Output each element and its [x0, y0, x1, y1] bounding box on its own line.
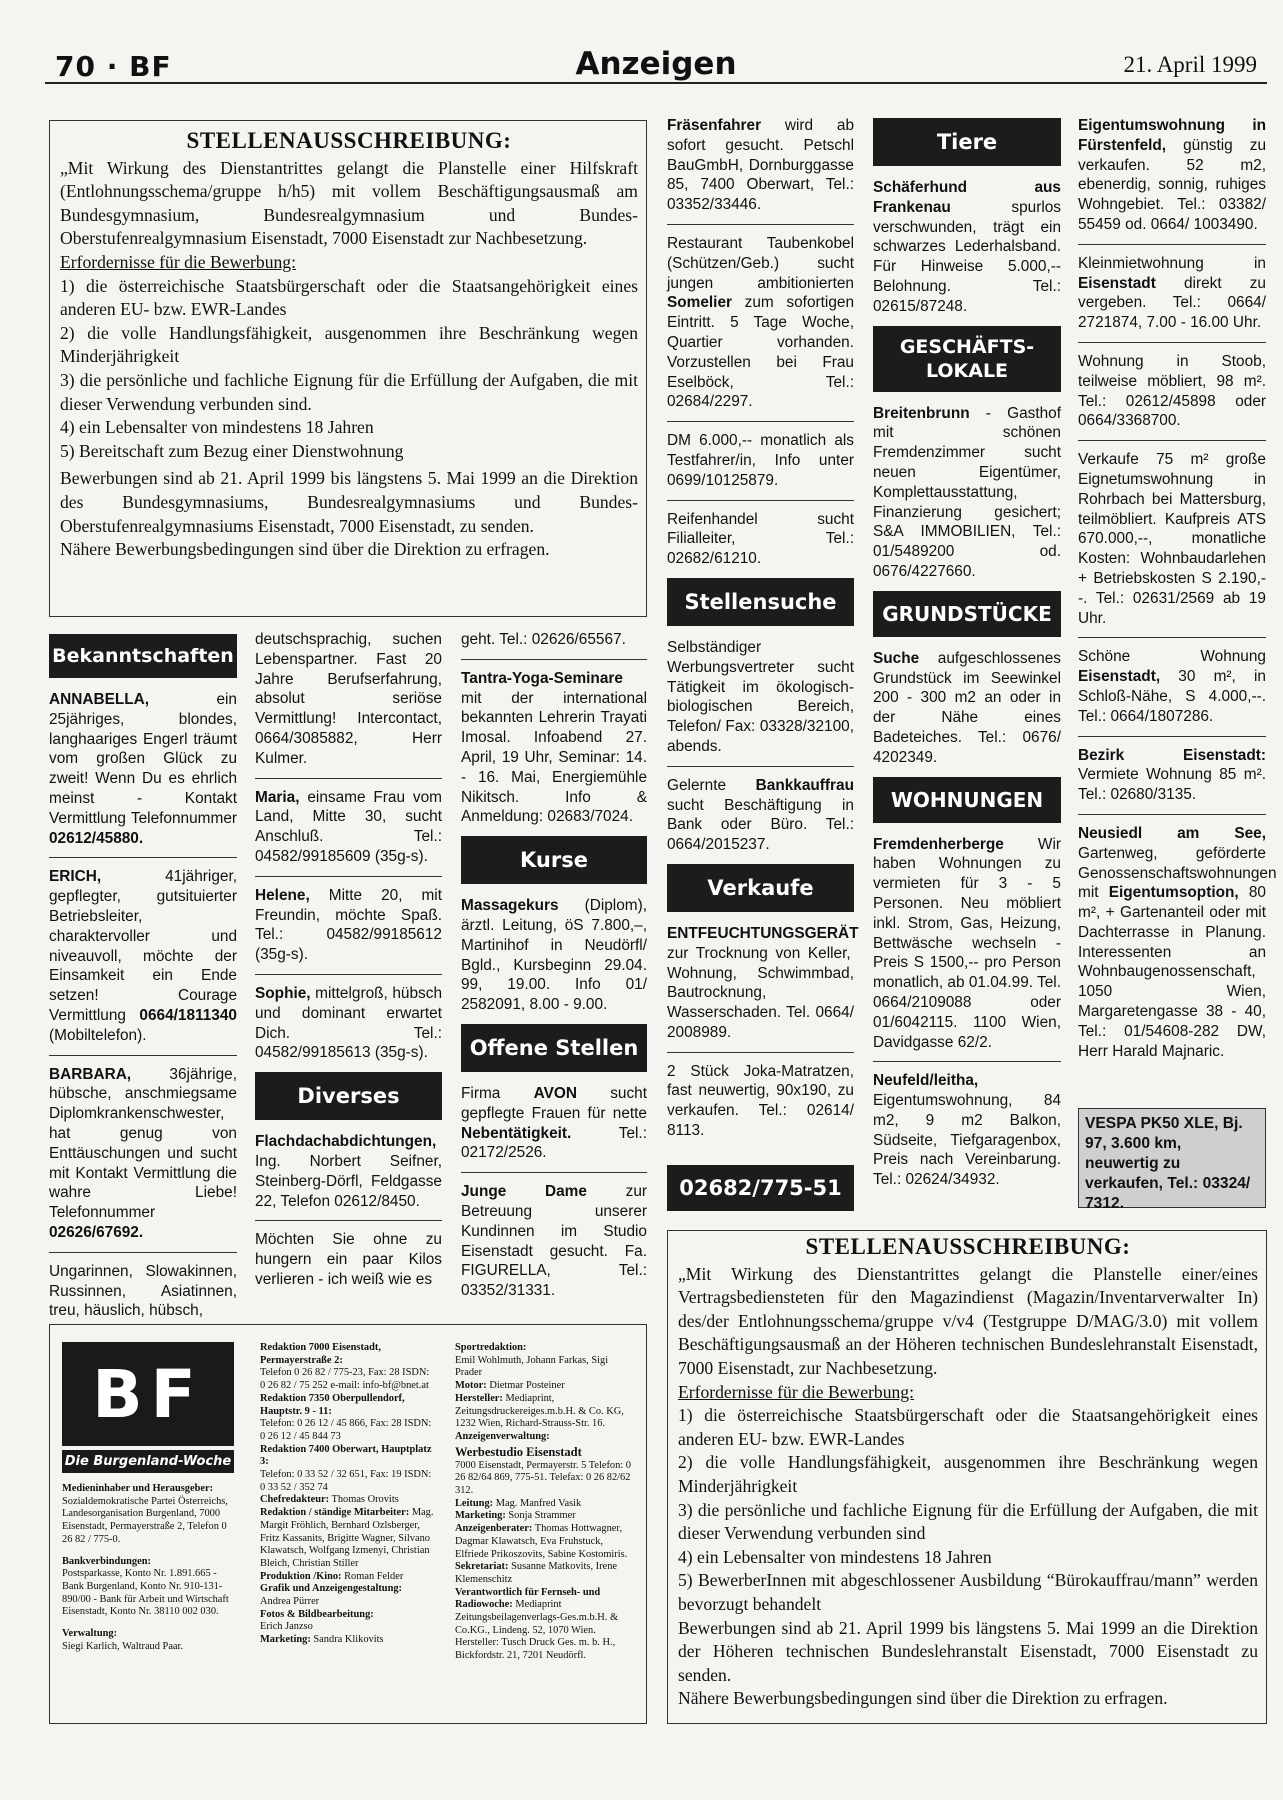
category-heading: Verkaufe	[667, 864, 854, 912]
job-notice-intro: „Mit Wirkung des Dienstantrittes gelangt die Planstelle einer/eines Vertragsbediensteten für den Magazindienst (Magazin/Inventarverwalter In) des/der Entlohnungsschema/gruppe v/v4 (Testgruppe D/MAG/3.0) mit vollem Beschäftigungsausmaß an der Höheren technischen Bundeslehranstalt Eisenstadt, 7000 Eisenstadt, zur Nachbesetzung.	[678, 1263, 1258, 1378]
separator	[49, 1055, 237, 1056]
classified-ad: BARBARA, 36jährige, hübsche, anschmiegsame Diplomkrankenschwester, hat genug von Enttäuschungen und sucht mit Kontakt Vermittlung die wahre Liebe! Telefonnummer 02626/67692.	[49, 1065, 237, 1241]
classified-ad: Schöne Wohnung Eisenstadt, 30 m², in Schloß-Nähe, S 4.000,--. Tel.: 0664/1807286.	[1078, 648, 1266, 725]
separator	[1078, 814, 1266, 815]
classified-ad: Wohnung in Stoob, teilweise möbliert, 98 m². Tel.: 02612/45898 oder 0664/3368700.	[1078, 352, 1266, 430]
job-notice-deadline: Bewerbungen sind ab 21. April 1999 bis längstens 5. Mai 1999 an die Direktion der Höheren technischen Bundeslehranstalt Eisenstadt, 7000 Eisenstadt zu senden.	[678, 1617, 1258, 1685]
classified-ad: Ungarinnen, Slowakinnen, Russinnen, Asiatinnen, treu, häuslich, hübsch,	[49, 1262, 237, 1320]
requirement: 4) ein Lebensalter von mindestens 18 Jahren	[678, 1546, 992, 1567]
classified-ad: Sophie, mittelgroß, hübsch und dominant erwartet Dich. Tel.: 04582/99185613 (35g-s).	[255, 984, 442, 1062]
page-header	[45, 42, 1267, 84]
classified-ad: Fräsenfahrer wird ab sofort gesucht. Petschl BauGmbH, Dornburggasse 85, 7400 Oberwart, Tel.: 03352/33446.	[667, 117, 854, 214]
classified-ad: Junge Dame zur Betreuung unserer Kundinnen im Studio Eisenstadt gesucht. Fa. FIGURELLA, Tel.: 03352/31331.	[461, 1183, 647, 1300]
classified-ad: Bezirk Eisenstadt: Vermiete Wohnung 85 m². Tel.: 02680/3135.	[1078, 746, 1266, 804]
logo-tagline: Die Burgenland-Woche	[62, 1450, 234, 1473]
column-courses-jobs	[461, 630, 647, 1310]
imprint-column-2: Redaktion 7000 Eisenstadt, Permayerstraße 2: Telefon 0 26 82 / 775-23, Fax: 28 ISDN: 0 26 82 / 75 252 e-mail: info-bf@bnet.at Redaktion 7350 Oberpullendorf, Hauptstr. 9 - 11: Telefon: 0 26 12 / 45 866, Fax: 28 ISDN: 0 26 12 / 45 844 73 Redaktion 7400 Oberwart, Hauptplatz 3: Telefon: 0 33 52 / 32 651, Fax: 19 ISDN: 0 33 52 / 352 74 Chefredakteur: Thomas Orovits Redaktion / ständige Mitarbeiter: Mag. Margit Fröhlich, Bernhard Ozlsberger, Fritz Kassanits, Brigitte Wagner, Silvano Klawatsch, Wolfgang Izmenyi, Christian Bleich, Christian Stiller Produktion /Kino: Roman Felder Grafik und Anzeigengestaltung: Andrea Pürrer Fotos & Bildbearbeitung: Erich Janzso Marketing: Sandra Klikovits	[260, 1342, 434, 1646]
separator	[667, 500, 854, 501]
category-heading: Kurse	[461, 836, 647, 884]
separator	[667, 766, 854, 767]
category-heading: Bekanntschaften	[49, 634, 237, 678]
imprint-column-3: Sportredaktion: Emil Wohlmuth, Johann Farkas, Sigi Prader Motor: Dietmar Posteiner Hersteller: Mediaprint, Zeitungsdruckereiges.m.b.H. & Co. KG, 1232 Wien, Richard-Strauss-Str. 16. Anzeigenverwaltung: Werbestudio Eisenstadt 7000 Eisenstadt, Permayerstr. 5 Telefon: 0 26 82/64 869, 775-51. Telefax: 0 26 82/62 312. Leitung: Mag. Manfred Vasik Marketing: Sonja Strammer Anzeigenberater: Thomas Hottwagner, Dagmar Klawatsch, Eva Fruhstuck, Elfriede Prikoszovits, Sabine Kostomiris. Sekretariat: Susanne Matkovits, Irene Klemenschitz Verantwortlich für Fernseh- und Radiowoche: Mediaprint Zeitungsbeilagenverlags-Ges.m.b.H. & Co.KG., Lindeng. 52, 1070 Wien. Hersteller: Tusch Druck Ges. m. b. H., Bickfordstr. 21, 7201 Neudörfl.	[455, 1342, 631, 1662]
separator	[667, 224, 854, 225]
classified-ad: Helene, Mitte 20, mit Freundin, möchte Spaß. Tel.: 04582/99185612 (35g-s).	[255, 886, 442, 964]
job-notice-more: Nähere Bewerbungsbedingungen sind über die Direktion zu erfragen.	[678, 1688, 1168, 1709]
requirement: 5) BewerberInnen mit abgeschlossener Ausbildung “Bürokauffrau/mann” werden bevorzugt behandelt	[678, 1570, 1258, 1614]
section-title: Anzeigen	[575, 46, 737, 82]
classified-ad: Firma AVON sucht gepflegte Frauen für nette Nebentätigkeit. Tel.: 02172/2526.	[461, 1084, 647, 1162]
separator	[1078, 736, 1266, 737]
classified-ad: deutschsprachig, suchen Lebenspartner. Fast 20 Jahre Berufserfahrung, absolut seriöse Vermittlung! Intercontact, 0664/3085882, Herr Kulmer.	[255, 631, 442, 767]
classified-ad: Restaurant Taubenkobel (Schützen/Geb.) sucht jungen ambitionierten Somelier zum sofortigen Eintritt. 5 Tage Woche, Quartier vorhanden. Vorzustellen bei Frau Eselböck, Tel.: 02684/2297.	[667, 234, 854, 411]
page-number: 70 · BF	[55, 50, 172, 83]
separator	[1078, 342, 1266, 343]
classified-ad: Fremdenherberge Wir haben Wohnungen zu vermieten für 3 - 5 Personen. Neu möbliert inkl. Strom, Gas, Heizung, Bettwäsche wechseln - Preis S 1500,-- pro Person monatlich, ab 01.04.99. Tel. 0664/2109088 oder 01/6042115. 1100 Wien, Davidgasse 62/2.	[873, 835, 1061, 1051]
job-notice-more: Nähere Bewerbungsbedingungen sind über die Direktion zu erfragen.	[60, 539, 550, 560]
classified-ad: ERICH, 41jähriger, gepflegter, gutsituierter Betriebsleiter, charaktervoller und niveauvoll, möchte der Einsamkeit ein Ende setzen! Courage Vermittlung 0664/1811340 (Mobiltelefon).	[49, 868, 237, 1044]
separator	[49, 1252, 237, 1253]
classified-ad: Neufeld/leitha, Eigentumswohnung, 84 m2, 9 m2 Balkon, Südseite, Tiefgaragenbox, Preis nach Vereinbarung. Tel.: 02624/34932.	[873, 1072, 1061, 1189]
separator	[255, 778, 442, 779]
classified-ad: 2 Stück Joka-Matratzen, fast neuwertig, 90x190, zu verkaufen. Tel.: 02614/ 8113.	[667, 1062, 854, 1140]
requirement: 3) die persönliche und fachliche Eignung für die Erfüllung der Aufgaben, die mit dieser Verwendung verbunden sind.	[60, 369, 638, 414]
separator	[255, 974, 442, 975]
category-heading: WOHNUNGEN	[873, 777, 1061, 823]
imprint-column-1: BF Die Burgenland-Woche Medieninhaber und Herausgeber: Sozialdemokratische Partei Österreichs, Landesorganisation Burgenland, 7000 Eisenstadt, Permayerstraße 2, Telefon 0 26 82 / 775-0. Bankverbindungen: Postsparkasse, Konto Nr. 1.891.665 - Bank Burgenland, Konto Nr. 910-131-890/00 - Bank für Arbeit und Wirtschaft Eisenstadt, Konto Nr. 38110 002 030. Verwaltung: Siegi Karlich, Waltraud Paar.	[62, 1342, 234, 1653]
category-heading: GRUNDSTÜCKE	[873, 591, 1061, 637]
separator	[255, 1220, 442, 1221]
column-apartments	[1078, 116, 1277, 1070]
job-notice-intro: „Mit Wirkung des Dienstantrittes gelangt die Planstelle einer Hilfskraft (Entlohnungsschema/gruppe h/h5) mit vollem Beschäftigungsausmaß am Bundesgymnasium, Bundesrealgymnasium und Bundes-Oberstufenrealgymnasium Eisenstadt, 7000 Eisenstadt zur Nachbesetzung.	[60, 157, 638, 249]
phone-banner: 02682/775-51	[667, 1165, 854, 1211]
category-heading: Diverses	[255, 1072, 442, 1120]
category-heading: GESCHÄFTS-LOKALE	[873, 326, 1061, 392]
column-jobs-sales	[667, 116, 859, 1150]
classified-ad: Reifenhandel sucht Filialleiter, Tel.: 02682/61210.	[667, 510, 854, 568]
classified-ad: Selbständiger Werbungsvertreter sucht Tätigkeit im ökologisch-biologischen Bereich, Telefon/ Fax: 03328/32100, abends.	[667, 638, 854, 755]
separator	[873, 1061, 1061, 1062]
job-notice-bottom	[667, 1230, 1267, 1724]
category-heading: Offene Stellen	[461, 1024, 647, 1072]
classified-ad: Breitenbrunn - Gasthof mit schönen Fremdenzimmer sucht neuen Eigentümer, Komplettausstattung, Finanzierung gesichert; S&A IMMOBILIEN, Tel.: 01/5489200 od. 0676/4227660.	[873, 404, 1061, 580]
requirements-heading: Erfordernisse für die Bewerbung:	[60, 251, 296, 272]
separator	[1078, 637, 1266, 638]
separator	[667, 421, 854, 422]
separator	[667, 1052, 854, 1053]
category-heading: Tiere	[873, 118, 1061, 166]
classified-ad: Eigentumswohnung in Fürstenfeld, günstig zu verkaufen. 52 m2, ebenerdig, sonnig, ruhiges Wohngebiet. Tel.: 03382/ 55459 od. 0664/ 1003490.	[1078, 117, 1266, 233]
classified-ad: Neusiedl am See, Gartenweg, geförderte Genossenschaftswohnungen mit Eigentumsoption, 80 m², + Gartenanteil oder mit Dachterrasse in Planung. Interessenten an Wohnbaugenossenschaft, 1050 Wien, Margaretengasse 38 - 40, Tel.: 01/54608-282 DW, Herr Harald Majnaric.	[1078, 824, 1277, 1060]
bf-logo: BF	[62, 1342, 234, 1446]
separator	[461, 659, 647, 660]
column-contacts	[49, 634, 237, 1330]
requirement: 3) die persönliche und fachliche Eignung für die Erfüllung der Aufgaben, die mit dieser Verwendung verbunden sind	[678, 1499, 1258, 1544]
requirements-heading: Erfordernisse für die Bewerbung:	[678, 1381, 914, 1402]
separator	[1078, 440, 1266, 441]
separator	[1078, 244, 1266, 245]
separator	[461, 1172, 647, 1173]
column-contacts-misc	[255, 630, 442, 1299]
classified-ad: Massagekurs (Diplom), ärztl. Leitung, öS 7.800,–, Martinihof in Neudörfl/ Bgld., Kursbeginn 29.04. 99, 19.00. Info 01/ 2582091, 8.00 - 9.00.	[461, 897, 647, 1014]
requirement: 2) die volle Handlungsfähigkeit, ausgenommen ihre Beschränkung wegen Minderjährigkeit	[60, 322, 638, 367]
job-notice-top	[49, 120, 647, 617]
category-heading: Stellensuche	[667, 578, 854, 626]
issue-date: 21. April 1999	[1123, 52, 1257, 77]
job-notice-title: STELLENAUSSCHREIBUNG:	[805, 1234, 1131, 1259]
classified-ad: Maria, einsame Frau vom Land, Mitte 30, sucht Anschluß. Tel.: 04582/99185609 (35g-s).	[255, 788, 442, 865]
classified-ad: ENTFEUCHTUNGSGERÄT zur Trocknung von Keller, Wohnung, Schwimmbad, Bautrocknung, Wasserschaden. Tel. 0664/ 2008989.	[667, 924, 859, 1041]
requirement: 1) die österreichische Staatsbürgerschaft oder die Staatsangehörigkeit eines anderen EU- bzw. EWR-Landes	[678, 1405, 1258, 1449]
classified-ad: Flachdachabdichtungen, Ing. Norbert Seifner, Steinberg-Dörfl, Feldgasse 22, Telefon 02612/8450.	[255, 1133, 442, 1210]
requirement: 1) die österreichische Staatsbürgerschaft oder die Staatsangehörigkeit eines anderen EU- bzw. EWR-Landes	[60, 275, 638, 320]
job-notice-deadline: Bewerbungen sind ab 21. April 1999 bis längstens 5. Mai 1999 an die Direktion des Bundesgymnasiums, Bundesrealgymnasiums und Bundes-Oberstufenrealgymnasiums Eisenstadt, 7000 Eisenstadt, zu senden.	[60, 468, 638, 536]
boxed-ad: VESPA PK50 XLE, Bj. 97, 3.600 km, neuwertig zu verkaufen, Tel.: 03324/ 7312.	[1078, 1108, 1266, 1208]
classified-ad: geht. Tel.: 02626/65567.	[461, 631, 626, 648]
separator	[255, 876, 442, 877]
classified-ad: Schäferhund aus Frankenau spurlos verschwunden, trägt ein schwarzes Lederhalsband. Für Hinweise 5.000,-- Belohnung. Tel.: 02615/87248.	[873, 179, 1061, 315]
classified-ad: Gelernte Bankkauffrau sucht Beschäftigung in Bank oder Büro. Tel.: 0664/2015237.	[667, 776, 854, 854]
job-notice-title: STELLENAUSSCHREIBUNG:	[186, 128, 512, 153]
requirement: 2) die volle Handlungsfähigkeit, ausgenommen ihre Beschränkung wegen Minderjährigkeit	[678, 1452, 1258, 1496]
requirement: 4) ein Lebensalter von mindestens 18 Jahren	[60, 417, 374, 438]
requirement: 5) Bereitschaft zum Bezug einer Dienstwohnung	[60, 440, 404, 461]
classified-ad: Möchten Sie ohne zu hungern ein paar Kilos verlieren - ich weiß wie es	[255, 1231, 442, 1288]
classified-ad: Suche aufgeschlossenes Grundstück im Seewinkel 200 - 300 m2 an oder in der Nähe eines Badeteiches. Tel.: 0676/ 4202349.	[873, 649, 1061, 766]
classified-ad: DM 6.000,-- monatlich als Testfahrer/in, Info unter 0699/10125879.	[667, 432, 854, 489]
classified-ad: Verkaufe 75 m² große Eignetumswohnung in Rohrbach bei Mattersburg, teilmöbliert. Kaufpreis ATS 670.000,--, monatliche Kosten: Wohnbaudarlehen + Betriebskosten S 2.190,--. Tel.: 02631/2569 ab 19 Uhr.	[1078, 451, 1266, 627]
separator	[49, 857, 237, 858]
classified-ad: ANNABELLA, ein 25jähriges, blondes, langhaariges Engerl träumt vom großen Glück zu zweit! Wenn Du es ehrlich meinst - Kontakt Vermittlung Telefonnummer 02612/45880.	[49, 691, 237, 847]
column-property	[873, 116, 1061, 1199]
classified-ad: Tantra-Yoga-Seminare mit der international bekannten Lehrerin Trayati Imosal. Infoabend 27. April, 19 Uhr, Seminar: 14. - 16. Mai, Energiemühle Nikitsch. Info & Anmeldung: 02683/7024.	[461, 669, 647, 826]
classified-ad: Kleinmietwohnung in Eisenstadt direkt zu vergeben. Tel.: 0664/ 2721874, 7.00 - 16.00 Uhr.	[1078, 254, 1266, 332]
